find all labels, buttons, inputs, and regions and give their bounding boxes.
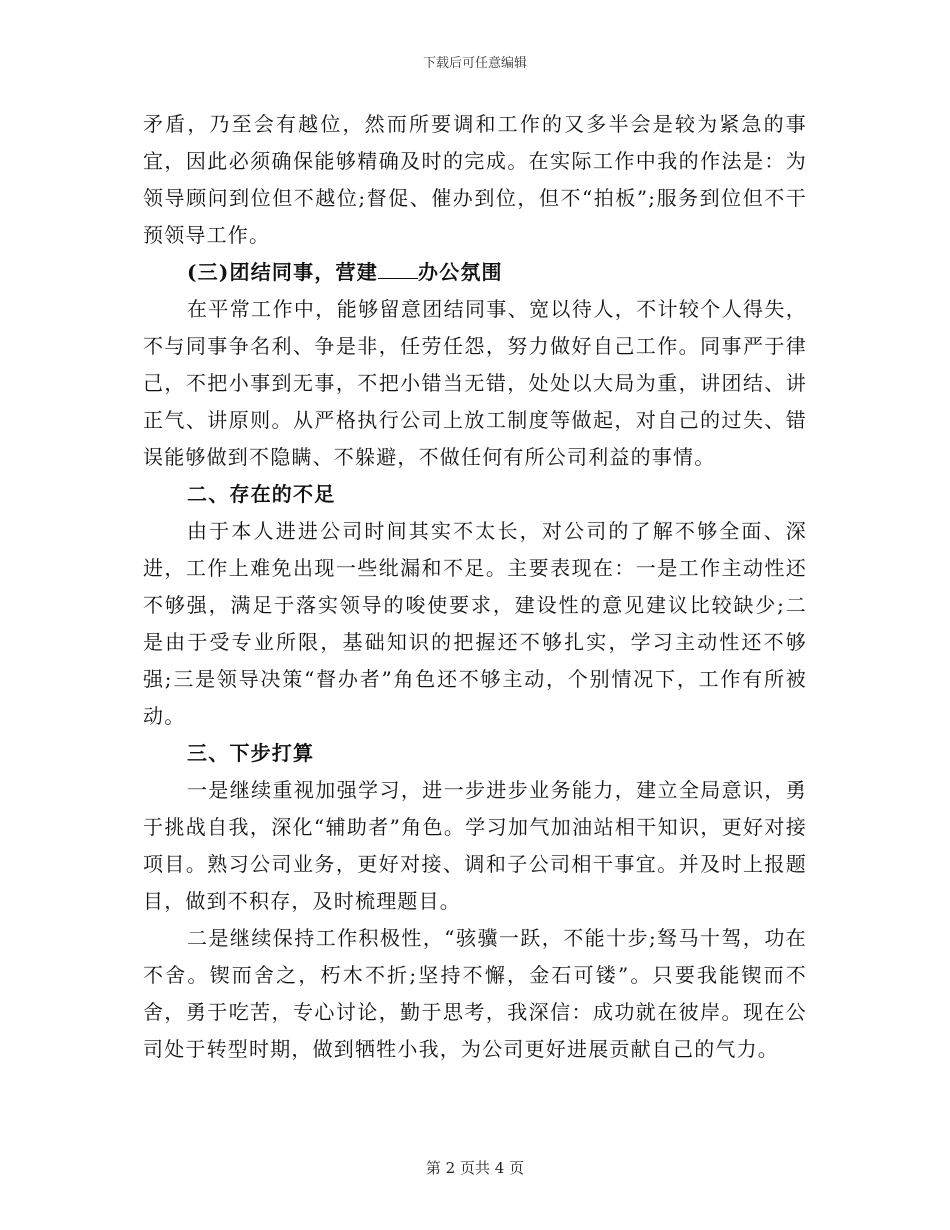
section-heading-shortcomings: 二、存在的不足 bbox=[187, 482, 336, 506]
document-body bbox=[143, 106, 807, 1068]
heading-text-part1: (三)团结同事，营建 bbox=[187, 260, 378, 284]
paragraph-shortcomings: 由于本人进进公司时间其实不太长，对公司的了解不够全面、深进，工作上难免出现一些纰漏和不足。主要表现在：一是工作主动性还不够强，满足于落实领导的唆使要求，建设性的意见建议比较缺少;二是由于受专业所限，基础知识的把握还不够扎实，学习主动性还不够强;三是领导决策“督办者”角色还不够主动，个别情况下，工作有所被动。 bbox=[143, 519, 807, 728]
section-heading-plans: 三、下步打算 bbox=[187, 741, 315, 765]
section-heading-unity bbox=[143, 254, 807, 291]
page-header: 下载后可任意编辑 bbox=[422, 56, 527, 71]
paragraph-unity: 在平常工作中，能够留意团结同事、宽以待人，不计较个人得失，不与同事争名利、争是非，任劳任怨，努力做好自己工作。同事严于律己，不把小事到无事，不把小错当无错，处处以大局为重，讲团结、讲正气、讲原则。从严格执行公司上放工制度等做起，对自己的过失、错误能够做到不隐瞒、不躲避，不做任何有所公司利益的事情。 bbox=[143, 297, 807, 469]
page-footer: 第 2 页共 4 页 bbox=[425, 1159, 525, 1177]
paragraph-plan-two: 二是继续保持工作积极性，“骇骥一跃，不能十步;驽马十驾，功在不舍。锲而舍之，朽木不折;坚持不懈，金石可镂”。只要我能锲而不舍，勇于吃苦，专心讨论，勤于思考，我深信：成功就在彼岸。现在公司处于转型时期，做到牺牲小我，为公司更好进展贡献自己的气力。 bbox=[143, 926, 807, 1061]
paragraph-continuation: 矛盾，乃至会有越位，然而所要调和工作的又多半会是较为紧急的事宜，因此必须确保能够精确及时的完成。在实际工作中我的作法是：为领导顾问到位但不越位;督促、催办到位，但不“拍板”;服务到位但不干预领导工作。 bbox=[143, 112, 807, 247]
heading-text-part2: 办公氛围 bbox=[417, 260, 503, 284]
paragraph-plan-one: 一是继续重视加强学习，进一步进步业务能力，建立全局意识，勇于挑战自我，深化“辅助者”角色。学习加气加油站相干知识，更好对接项目。熟习公司业务，更好对接、调和子公司相干事宜。并及时上报题目，做到不积存，及时梳理题目。 bbox=[143, 778, 807, 913]
fill-blank bbox=[378, 260, 418, 279]
